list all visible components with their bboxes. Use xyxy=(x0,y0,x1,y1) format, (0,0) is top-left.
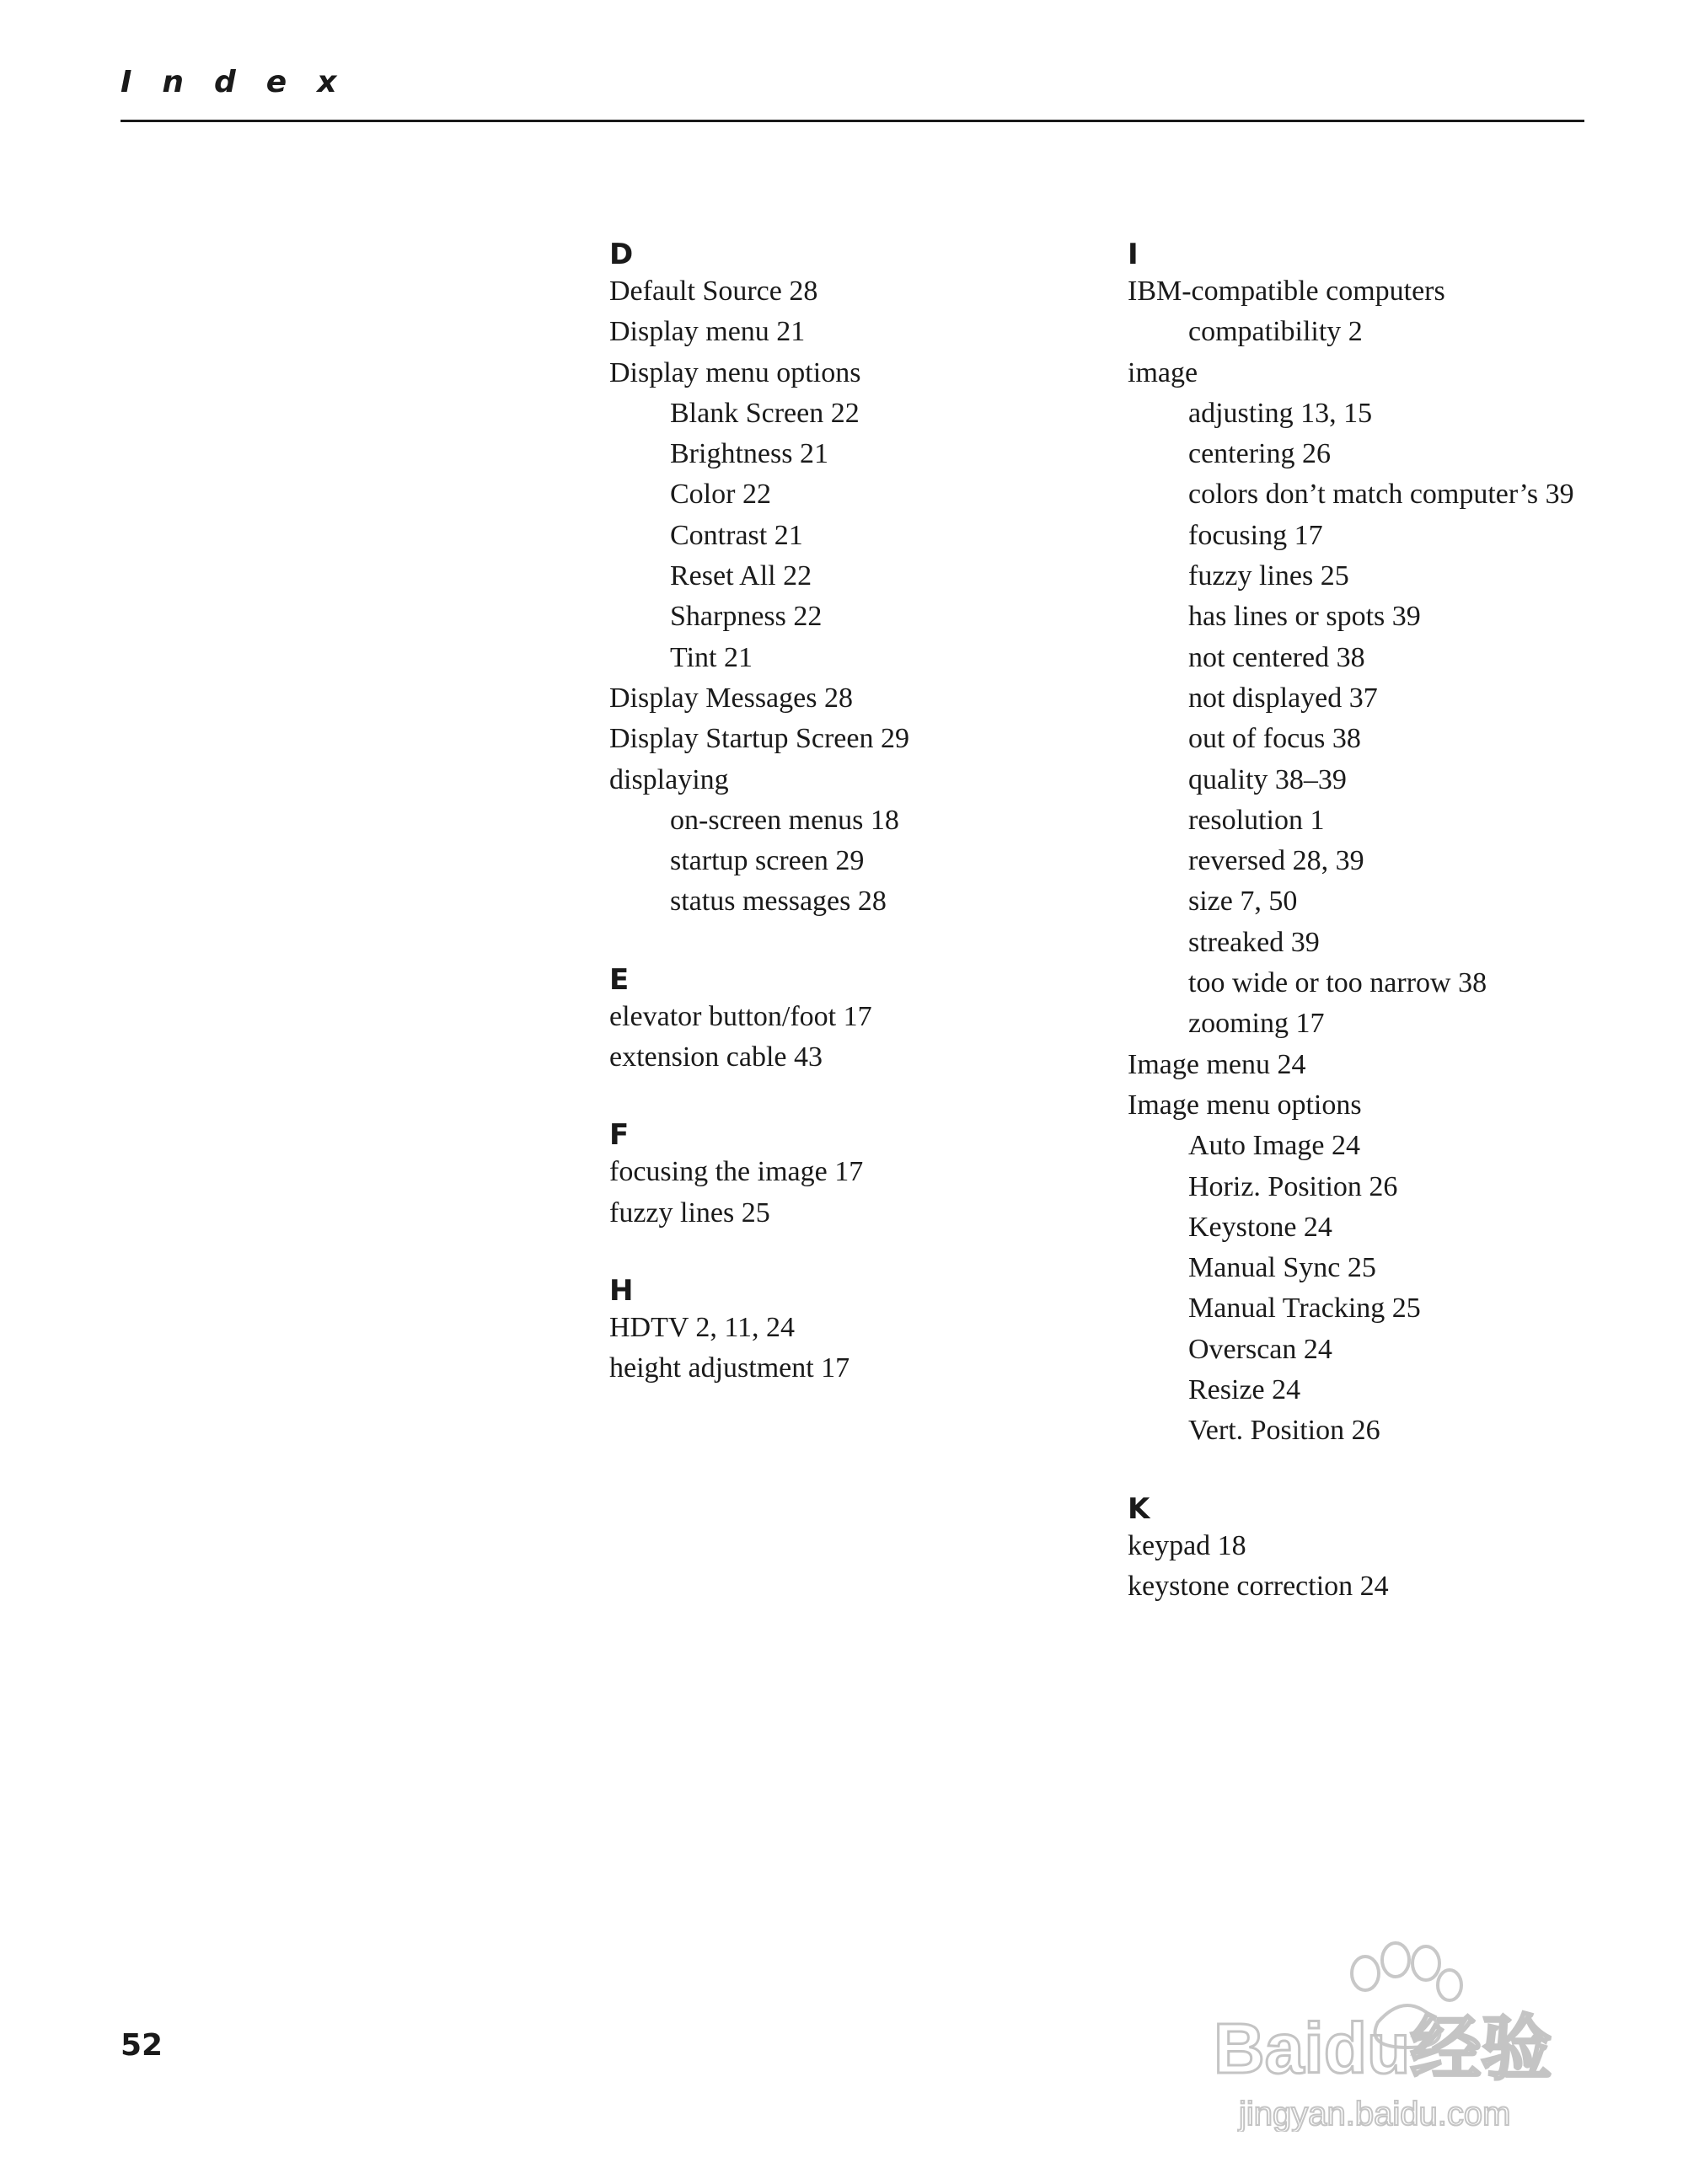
index-subentry: Resize 24 xyxy=(1188,1374,1301,1406)
index-subentry: Manual Sync 25 xyxy=(1188,1252,1376,1284)
index-subentry: has lines or spots 39 xyxy=(1188,601,1421,633)
section-letter: D xyxy=(609,238,634,271)
watermark-brand: Baidu经验 xyxy=(1214,2009,1552,2088)
baidu-jingyan-watermark xyxy=(1205,1930,1610,2132)
index-subentry: centering 26 xyxy=(1188,438,1331,470)
section-letter: K xyxy=(1128,1491,1150,1526)
page-number: 52 xyxy=(121,2028,163,2063)
index-entry: keypad 18 xyxy=(1128,1529,1246,1561)
index-subentry: Blank Screen 22 xyxy=(670,397,860,429)
index-entry: extension cable 43 xyxy=(609,1041,823,1073)
index-section-e xyxy=(609,960,1182,1079)
index-subentry: compatibility 2 xyxy=(1188,316,1363,348)
index-entry: Display Startup Screen 29 xyxy=(609,723,909,755)
index-subentry: on-screen menus 18 xyxy=(670,804,899,836)
index-subentry: fuzzy lines 25 xyxy=(1188,560,1349,592)
index-subentry: streaked 39 xyxy=(1188,926,1320,958)
index-subentry: startup screen 29 xyxy=(670,845,865,877)
index-subentry: Vert. Position 26 xyxy=(1188,1415,1380,1447)
index-subentry: too wide or too narrow 38 xyxy=(1188,967,1487,999)
section-letter: H xyxy=(609,1273,634,1308)
index-entry: elevator button/foot 17 xyxy=(609,1000,872,1032)
index-subentry: focusing 17 xyxy=(1188,519,1323,551)
index-subentry: Contrast 21 xyxy=(670,519,803,551)
index-entry: Display menu 21 xyxy=(609,316,806,348)
index-column-left xyxy=(609,234,1182,1427)
index-entry: Display Messages 28 xyxy=(609,682,853,714)
index-section-f xyxy=(609,1115,1182,1234)
watermark-url: jingyan.baidu.com xyxy=(1239,2096,1511,2132)
index-subentry: Horiz. Position 26 xyxy=(1188,1170,1398,1202)
index-subentry: Keystone 24 xyxy=(1188,1211,1332,1243)
index-subentry: size 7, 50 xyxy=(1188,886,1298,918)
index-entry: keystone correction 24 xyxy=(1128,1570,1389,1602)
index-entry: height adjustment 17 xyxy=(609,1352,850,1384)
index-entry: focusing the image 17 xyxy=(609,1156,864,1188)
index-subentry: Auto Image 24 xyxy=(1188,1130,1360,1162)
index-entry: displaying xyxy=(609,763,729,795)
index-entry: Display menu options xyxy=(609,356,861,388)
index-subentry: status messages 28 xyxy=(670,886,887,918)
index-entry: HDTV 2, 11, 24 xyxy=(609,1311,796,1343)
index-subentry: Reset All 22 xyxy=(670,560,812,592)
index-subentry: adjusting 13, 15 xyxy=(1188,397,1373,429)
section-letter: F xyxy=(609,1118,630,1153)
index-entry: image xyxy=(1128,356,1198,388)
index-subentry: Tint 21 xyxy=(670,641,753,673)
index-subentry: Sharpness 22 xyxy=(670,601,823,633)
index-subentry: Brightness 21 xyxy=(670,438,828,470)
index-subentry: Manual Tracking 25 xyxy=(1188,1293,1421,1325)
index-subentry: quality 38–39 xyxy=(1188,763,1347,795)
index-section-i xyxy=(1128,234,1600,1452)
index-section-h xyxy=(609,1271,1182,1389)
index-subentry: Overscan 24 xyxy=(1188,1333,1332,1365)
section-letter: E xyxy=(609,962,630,997)
running-header: Index xyxy=(121,65,367,99)
index-column-right xyxy=(1128,234,1600,1644)
index-entry: IBM-compatible computers xyxy=(1128,276,1445,307)
index-subentry: colors don’t match computer’s 39 xyxy=(1188,479,1574,511)
header-rule xyxy=(121,120,1584,122)
index-subentry: zooming 17 xyxy=(1188,1008,1325,1040)
index-section-k xyxy=(1128,1489,1600,1608)
index-subentry: out of focus 38 xyxy=(1188,723,1361,755)
section-letter: I xyxy=(1128,238,1139,271)
index-subentry: resolution 1 xyxy=(1188,804,1325,836)
index-subentry: reversed 28, 39 xyxy=(1188,845,1364,877)
index-subentry: Color 22 xyxy=(670,479,771,511)
index-subentry: not centered 38 xyxy=(1188,641,1365,673)
index-entry: Image menu options xyxy=(1128,1089,1362,1121)
index-entry: Image menu 24 xyxy=(1128,1048,1306,1080)
index-subentry: not displayed 37 xyxy=(1188,682,1378,714)
index-entry: Default Source 28 xyxy=(609,276,818,307)
index-section-d xyxy=(609,234,1182,923)
index-entry: fuzzy lines 25 xyxy=(609,1196,770,1228)
